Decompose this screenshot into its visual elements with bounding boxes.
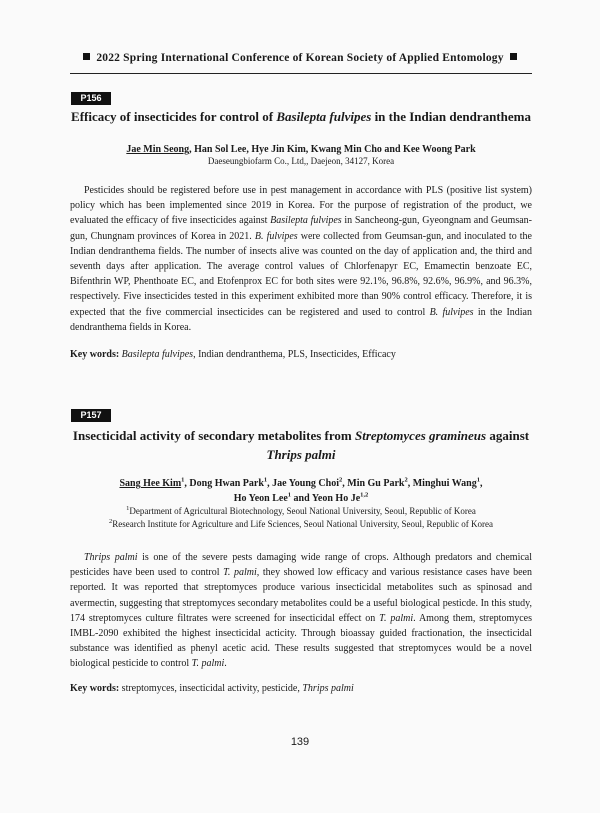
square-bullet-icon	[83, 53, 90, 60]
title-text: Insecticidal activity of secondary metabolites from	[72, 428, 356, 443]
keywords: Key words: streptomyces, insecticidal activity, pesticide, Thrips palmi	[70, 683, 354, 694]
presenting-author: Sang Hee Kim	[119, 478, 182, 489]
abstract-title	[70, 426, 532, 464]
page-number: 139	[290, 736, 310, 748]
title-text: Efficacy of insecticides for control of	[71, 109, 277, 124]
affiliation: $^1$Department of Agricultural Biotechnology, Seoul National University, Seoul, Republic of Korea $^2$Research Institute for Agriculture and Life Sciences, Seoul National University, Seoul, Republic of Korea	[108, 505, 494, 529]
abstract-id-badge: P156	[71, 92, 111, 105]
affiliation: Daeseungbiofarm Co., Ltd,, Daejeon, 34127, Korea	[207, 156, 395, 166]
keywords: Key words: Basilepta fulvipes, Indian dendranthema, PLS, Insecticides, Efficacy	[70, 349, 396, 360]
square-bullet-icon	[510, 53, 517, 60]
title-text: in the Indian dendranthema	[371, 109, 531, 124]
title-species: Basilepta fulvipes	[276, 109, 372, 124]
presenting-author: Jae Min Seong	[126, 144, 190, 155]
abstract-title	[70, 107, 532, 126]
conference-header	[0, 52, 600, 64]
coauthors: , Han Sol Lee, Hye Jin Kim, Kwang Min Cho and Kee Woong Park	[189, 144, 476, 155]
abstract-body: Thrips palmi is one of the severe pests damaging wide range of crops. Although predators and chemical pesticides have been used to control T. palmi, they showed low efficacy and various resistance cases have been reported. It was reported that streptomyces produce various insecticidal metabolites such as spinosad and avermectin, suggesting that streptomyces secondary metabolites could be a useful biological pesticde. In this study, 174 streptomyces culture filtrates were screened for insecticidal effect on T. palmi. Among them, streptomyces IMBL-2090 exhibited the highest insecticidal acticity. Through bioassay guided fractionation, the insecticidal substance was identified as phenyl acetic acid. These results suggested that streptomyces would be a novel biological pesticide to control T. palmi.	[70, 552, 532, 670]
title-text: against	[486, 428, 530, 443]
conference-title: 2022 Spring International Conference of Korean Society of Applied Entomology	[96, 52, 504, 64]
author-list: Sang Hee Kim$^1$, Dong Hwan Park$^1$, Jae Young Choi$^2$, Min Gu Park$^2$, Minghui Wang$^1$, Ho Yeon Lee$^1$ and Yeon Ho Je$^{1,2}$	[119, 476, 483, 504]
title-species: Streptomyces gramineus	[355, 428, 487, 443]
keywords-label: Key words:	[70, 349, 120, 360]
abstract-id-badge: P157	[71, 409, 111, 422]
abstract-body: Pesticides should be registered before use in pest management in accordance with PLS (positive list system) policy which has been implemented since 2019 in Korea. For the purpose of registration of the product, we evaluated the efficacy of five insecticides against Basilepta fulvipes in Sancheong-gun, Gyeongnam and Geumsan-gun, Chungnam provinces of Korea in 2021. B. fulvipes were collected from Geumsan-gun, and inoculated to the Indian dendranthema fields. The number of insects alive was counted on the day of application and, the third and seventh days after application. The average control values of Chlorfenapyr EC, Emamectin benzoate EC, Bifenthrin WP, Phenthoate EC, and Etofenprox EC for both sites were 92.1%, 96.8%, 92.6%, 96.9%, and 96.3%, respectively. Five insecticides tested in this experiment exhibited more than 90% control efficacy. Therefore, it is expected that the five commercial insecticides can be registered and used to control B. fulvipes in the Indian dendranthema fields in Korea.	[70, 185, 532, 333]
keywords-label: Key words:	[70, 683, 120, 694]
title-species: Thrips palmi	[266, 447, 336, 462]
header-rule	[70, 73, 532, 74]
